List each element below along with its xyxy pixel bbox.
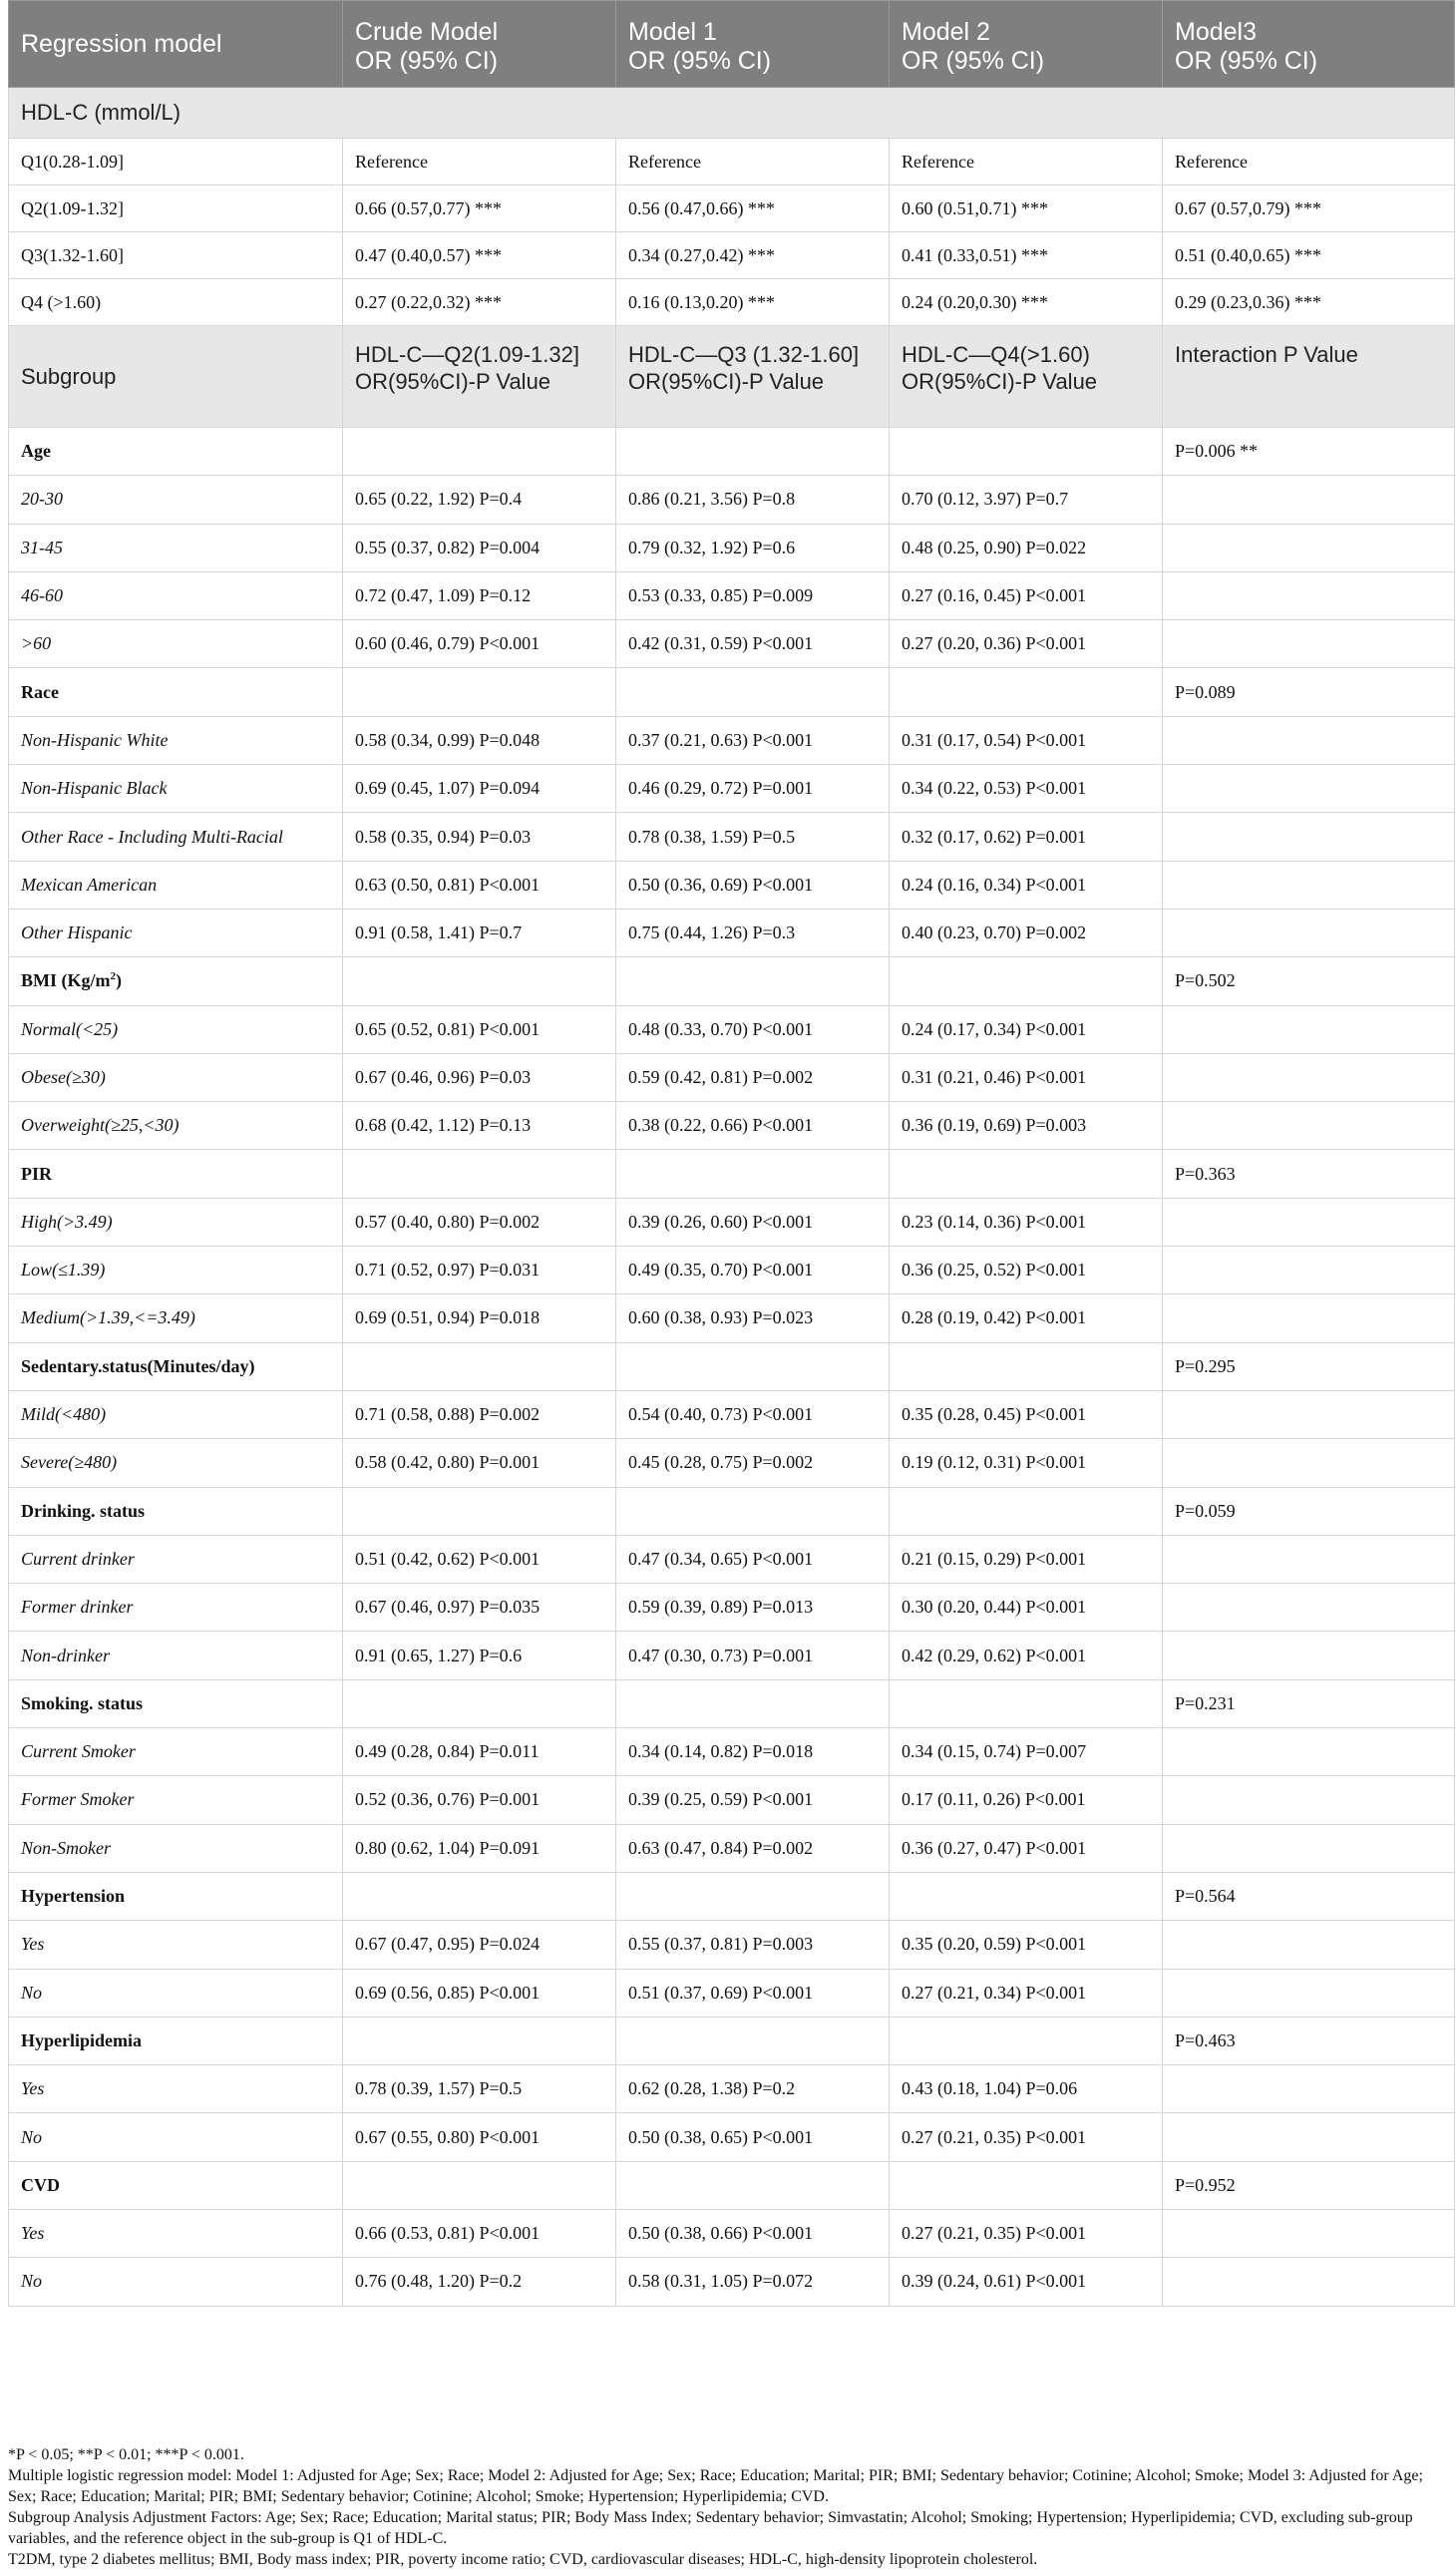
- subgroup-category-row: [9, 2017, 1455, 2064]
- subgroup-category-label: [9, 1342, 343, 1390]
- q4-value: 0.35 (0.20, 0.59) P<0.001: [890, 1921, 1163, 1969]
- q4-value: 0.27 (0.16, 0.45) P<0.001: [890, 571, 1163, 619]
- empty-cell: [343, 2017, 616, 2064]
- subgroup-item-label: Non-drinker: [9, 1632, 343, 1679]
- subgroup-category-row: [9, 1679, 1455, 1727]
- table-row: [9, 1584, 1455, 1632]
- q4-value: 0.36 (0.27, 0.47) P<0.001: [890, 1824, 1163, 1872]
- model1-value: Reference: [616, 139, 890, 185]
- subgroup-category-label: [9, 1487, 343, 1535]
- q4-value: 0.34 (0.22, 0.53) P<0.001: [890, 765, 1163, 813]
- q4-value: 0.36 (0.19, 0.69) P=0.003: [890, 1102, 1163, 1150]
- empty-cell: [1163, 1535, 1455, 1583]
- empty-cell: [890, 668, 1163, 716]
- empty-cell: [343, 1342, 616, 1390]
- empty-cell: [1163, 1584, 1455, 1632]
- subgroup-item-label: Medium(>1.39,<=3.49): [9, 1294, 343, 1342]
- q3-value: 0.42 (0.31, 0.59) P<0.001: [616, 620, 890, 668]
- subgroup-category-row: [9, 428, 1455, 476]
- model3-value: 0.51 (0.40,0.65) ***: [1163, 232, 1455, 279]
- model1-value: 0.16 (0.13,0.20) ***: [616, 279, 890, 326]
- subgroup-item-label: Non-Hispanic White: [9, 716, 343, 764]
- model3-value: Reference: [1163, 139, 1455, 185]
- category-name: CVD: [21, 2174, 60, 2195]
- q4-value: 0.30 (0.20, 0.44) P<0.001: [890, 1584, 1163, 1632]
- q4-value: 0.27 (0.21, 0.35) P<0.001: [890, 2209, 1163, 2257]
- empty-cell: [1163, 765, 1455, 813]
- category-name: BMI (Kg/m: [21, 970, 111, 991]
- subgroup-header-q4: HDL-C—Q4(>1.60) OR(95%CI)-P Value: [890, 326, 1163, 428]
- subgroup-header-q2: HDL-C—Q2(1.09-1.32] OR(95%CI)-P Value: [343, 326, 616, 428]
- interaction-p-value: P=0.089: [1163, 668, 1455, 716]
- subgroup-item-label: No: [9, 2258, 343, 2306]
- subgroup-header-row: [9, 326, 1455, 428]
- q2-value: 0.67 (0.46, 0.96) P=0.03: [343, 1053, 616, 1101]
- q2-value: 0.58 (0.35, 0.94) P=0.03: [343, 813, 616, 861]
- model2-value: Reference: [890, 139, 1163, 185]
- table-row: [9, 476, 1455, 524]
- model2-value: 0.24 (0.20,0.30) ***: [890, 279, 1163, 326]
- q3-value: 0.59 (0.42, 0.81) P=0.002: [616, 1053, 890, 1101]
- interaction-p-value: P=0.952: [1163, 2161, 1455, 2209]
- empty-cell: [1163, 1053, 1455, 1101]
- q3-value: 0.63 (0.47, 0.84) P=0.002: [616, 1824, 890, 1872]
- empty-cell: [1163, 2258, 1455, 2306]
- q2-value: 0.78 (0.39, 1.57) P=0.5: [343, 2065, 616, 2113]
- empty-cell: [1163, 1294, 1455, 1342]
- empty-cell: [1163, 620, 1455, 668]
- header-model2-title: Model 2: [902, 18, 990, 46]
- q2-value: 0.80 (0.62, 1.04) P=0.091: [343, 1824, 616, 1872]
- empty-cell: [1163, 2113, 1455, 2161]
- empty-cell: [616, 428, 890, 476]
- q2-value: 0.58 (0.34, 0.99) P=0.048: [343, 716, 616, 764]
- interaction-p-value: P=0.463: [1163, 2017, 1455, 2064]
- empty-cell: [890, 1679, 1163, 1727]
- table-row: [9, 139, 1455, 185]
- subgroup-category-row: [9, 1487, 1455, 1535]
- empty-cell: [890, 1150, 1163, 1198]
- empty-cell: [1163, 1728, 1455, 1776]
- table-row: [9, 571, 1455, 619]
- quartile-label: Q3(1.32-1.60]: [9, 232, 343, 279]
- interaction-p-value: P=0.059: [1163, 1487, 1455, 1535]
- q3-value: 0.53 (0.33, 0.85) P=0.009: [616, 571, 890, 619]
- subgroup-item-label: 31-45: [9, 524, 343, 571]
- table-row: [9, 524, 1455, 571]
- header-model2: [890, 1, 1163, 88]
- q3-value: 0.62 (0.28, 1.38) P=0.2: [616, 2065, 890, 2113]
- q3-value: 0.49 (0.35, 0.70) P<0.001: [616, 1247, 890, 1294]
- q4-value: 0.21 (0.15, 0.29) P<0.001: [890, 1535, 1163, 1583]
- empty-cell: [1163, 524, 1455, 571]
- empty-cell: [343, 2161, 616, 2209]
- q3-value: 0.51 (0.37, 0.69) P<0.001: [616, 1969, 890, 2017]
- category-name: Age: [21, 441, 51, 462]
- q4-value: 0.31 (0.21, 0.46) P<0.001: [890, 1053, 1163, 1101]
- interaction-p-value: P=0.231: [1163, 1679, 1455, 1727]
- q3-value: 0.46 (0.29, 0.72) P=0.001: [616, 765, 890, 813]
- q2-value: 0.67 (0.55, 0.80) P<0.001: [343, 2113, 616, 2161]
- subgroup-category-label: [9, 1872, 343, 1920]
- empty-cell: [890, 957, 1163, 1005]
- q4-value: 0.17 (0.11, 0.26) P<0.001: [890, 1776, 1163, 1824]
- q4-value: 0.70 (0.12, 3.97) P=0.7: [890, 476, 1163, 524]
- subgroup-item-label: Overweight(≥25,<30): [9, 1102, 343, 1150]
- table-row: [9, 232, 1455, 279]
- header-regression-model: Regression model: [9, 1, 343, 88]
- header-model3: [1163, 1, 1455, 88]
- q2-value: 0.57 (0.40, 0.80) P=0.002: [343, 1198, 616, 1246]
- empty-cell: [1163, 861, 1455, 909]
- results-table-container: [8, 0, 1454, 2307]
- header-crude-model-title: Crude Model: [355, 18, 499, 46]
- empty-cell: [1163, 1439, 1455, 1487]
- q2-value: 0.58 (0.42, 0.80) P=0.001: [343, 1439, 616, 1487]
- footnotes: [8, 2444, 1454, 2570]
- q2-value: 0.55 (0.37, 0.82) P=0.004: [343, 524, 616, 571]
- subgroup-item-label: >60: [9, 620, 343, 668]
- header-model1-unit: OR (95% CI): [628, 47, 772, 75]
- table-row: [9, 765, 1455, 813]
- model3-value: 0.29 (0.23,0.36) ***: [1163, 279, 1455, 326]
- q2-value: 0.91 (0.58, 1.41) P=0.7: [343, 909, 616, 956]
- model2-value: 0.41 (0.33,0.51) ***: [890, 232, 1163, 279]
- subgroup-category-row: [9, 1342, 1455, 1390]
- header-model1: [616, 1, 890, 88]
- interaction-p-value: P=0.295: [1163, 1342, 1455, 1390]
- empty-cell: [1163, 1198, 1455, 1246]
- subgroup-item-label: Former Smoker: [9, 1776, 343, 1824]
- empty-cell: [1163, 571, 1455, 619]
- q3-value: 0.78 (0.38, 1.59) P=0.5: [616, 813, 890, 861]
- subgroup-item-label: Yes: [9, 1921, 343, 1969]
- q3-value: 0.58 (0.31, 1.05) P=0.072: [616, 2258, 890, 2306]
- empty-cell: [616, 1342, 890, 1390]
- empty-cell: [616, 1872, 890, 1920]
- empty-cell: [1163, 813, 1455, 861]
- empty-cell: [890, 2161, 1163, 2209]
- subgroup-item-label: High(>3.49): [9, 1198, 343, 1246]
- table-row: [9, 716, 1455, 764]
- subgroup-category-label: [9, 2161, 343, 2209]
- table-row: [9, 1198, 1455, 1246]
- q3-value: 0.47 (0.30, 0.73) P=0.001: [616, 1632, 890, 1679]
- empty-cell: [890, 1342, 1163, 1390]
- empty-cell: [343, 1679, 616, 1727]
- header-model3-unit: OR (95% CI): [1175, 47, 1318, 75]
- empty-cell: [1163, 1390, 1455, 1438]
- empty-cell: [1163, 1969, 1455, 2017]
- model1-value: 0.56 (0.47,0.66) ***: [616, 185, 890, 232]
- subgroup-category-label: [9, 668, 343, 716]
- q3-value: 0.59 (0.39, 0.89) P=0.013: [616, 1584, 890, 1632]
- q2-value: 0.63 (0.50, 0.81) P<0.001: [343, 861, 616, 909]
- q3-value: 0.48 (0.33, 0.70) P<0.001: [616, 1005, 890, 1053]
- q3-value: 0.54 (0.40, 0.73) P<0.001: [616, 1390, 890, 1438]
- subgroup-item-label: 20-30: [9, 476, 343, 524]
- category-name-tail: ): [116, 970, 122, 991]
- category-name-superscript: 2: [110, 970, 116, 983]
- q4-value: 0.35 (0.28, 0.45) P<0.001: [890, 1390, 1163, 1438]
- q3-value: 0.47 (0.34, 0.65) P<0.001: [616, 1535, 890, 1583]
- empty-cell: [616, 668, 890, 716]
- table-row: [9, 1535, 1455, 1583]
- crude-model-value: 0.47 (0.40,0.57) ***: [343, 232, 616, 279]
- quartile-label: Q1(0.28-1.09]: [9, 139, 343, 185]
- q2-value: 0.66 (0.53, 0.81) P<0.001: [343, 2209, 616, 2257]
- table-row: [9, 1969, 1455, 2017]
- subgroup-category-row: [9, 957, 1455, 1005]
- q2-value: 0.60 (0.46, 0.79) P<0.001: [343, 620, 616, 668]
- empty-cell: [616, 1150, 890, 1198]
- subgroup-item-label: 46-60: [9, 571, 343, 619]
- empty-cell: [1163, 2065, 1455, 2113]
- quartile-label: Q4 (>1.60): [9, 279, 343, 326]
- category-name: Hypertension: [21, 1886, 126, 1907]
- footnote-line: Multiple logistic regression model: Model 1: Adjusted for Age; Sex; Race; Model 2: Adjusted for Age; Sex; Race; Education; Marital; PIR; BMI; Sedentary behavior; Cotinine; Alcohol; Smoke; Model 3: Adjusted for Age; Sex; Race; Education; Marital; PIR; BMI; Sedentary behavior; Cotinine; Alcohol; Smoke; Hypertension; Hyperlipidemia; CVD.: [8, 2467, 1423, 2505]
- subgroup-item-label: Non-Smoker: [9, 1824, 343, 1872]
- subgroup-item-label: Current Smoker: [9, 1728, 343, 1776]
- empty-cell: [1163, 1102, 1455, 1150]
- category-name: Smoking. status: [21, 1692, 144, 1713]
- interaction-p-value: P=0.363: [1163, 1150, 1455, 1198]
- subgroup-category-row: [9, 2161, 1455, 2209]
- q4-value: 0.27 (0.21, 0.35) P<0.001: [890, 2113, 1163, 2161]
- empty-cell: [1163, 1005, 1455, 1053]
- subgroup-item-label: Mexican American: [9, 861, 343, 909]
- table-row: [9, 1294, 1455, 1342]
- empty-cell: [343, 1487, 616, 1535]
- interaction-p-value: P=0.502: [1163, 957, 1455, 1005]
- regression-table: [8, 0, 1455, 2307]
- q3-value: 0.60 (0.38, 0.93) P=0.023: [616, 1294, 890, 1342]
- header-crude-model-unit: OR (95% CI): [355, 47, 499, 75]
- table-header-row: [9, 1, 1455, 88]
- q4-value: 0.28 (0.19, 0.42) P<0.001: [890, 1294, 1163, 1342]
- footnote-line: T2DM, type 2 diabetes mellitus; BMI, Body mass index; PIR, poverty income ratio; CVD, cardiovascular diseases; HDL-C, high-density lipoprotein cholesterol.: [8, 2551, 1038, 2568]
- q4-value: 0.42 (0.29, 0.62) P<0.001: [890, 1632, 1163, 1679]
- q3-value: 0.34 (0.14, 0.82) P=0.018: [616, 1728, 890, 1776]
- q2-value: 0.71 (0.58, 0.88) P=0.002: [343, 1390, 616, 1438]
- category-name: Race: [21, 681, 59, 702]
- empty-cell: [890, 2017, 1163, 2064]
- q4-value: 0.48 (0.25, 0.90) P=0.022: [890, 524, 1163, 571]
- crude-model-value: Reference: [343, 139, 616, 185]
- q2-value: 0.65 (0.22, 1.92) P=0.4: [343, 476, 616, 524]
- subgroup-category-label: [9, 2017, 343, 2064]
- empty-cell: [616, 1487, 890, 1535]
- q2-value: 0.67 (0.47, 0.95) P=0.024: [343, 1921, 616, 1969]
- subgroup-category-label: [9, 428, 343, 476]
- q4-value: 0.34 (0.15, 0.74) P=0.007: [890, 1728, 1163, 1776]
- table-row: [9, 1632, 1455, 1679]
- subgroup-header-interaction: Interaction P Value: [1163, 326, 1455, 428]
- table-row: [9, 2113, 1455, 2161]
- table-row: [9, 185, 1455, 232]
- q3-value: 0.79 (0.32, 1.92) P=0.6: [616, 524, 890, 571]
- subgroup-item-label: Yes: [9, 2065, 343, 2113]
- header-model3-title: Model3: [1175, 18, 1257, 46]
- empty-cell: [1163, 1776, 1455, 1824]
- empty-cell: [890, 428, 1163, 476]
- interaction-p-value: P=0.006 **: [1163, 428, 1455, 476]
- model3-value: 0.67 (0.57,0.79) ***: [1163, 185, 1455, 232]
- table-row: [9, 1102, 1455, 1150]
- q3-value: 0.50 (0.38, 0.66) P<0.001: [616, 2209, 890, 2257]
- q3-value: 0.86 (0.21, 3.56) P=0.8: [616, 476, 890, 524]
- model2-value: 0.60 (0.51,0.71) ***: [890, 185, 1163, 232]
- crude-model-value: 0.66 (0.57,0.77) ***: [343, 185, 616, 232]
- category-name: PIR: [21, 1163, 52, 1184]
- q2-value: 0.72 (0.47, 1.09) P=0.12: [343, 571, 616, 619]
- table-row: [9, 2065, 1455, 2113]
- section-row: [9, 88, 1455, 139]
- q4-value: 0.23 (0.14, 0.36) P<0.001: [890, 1198, 1163, 1246]
- q2-value: 0.65 (0.52, 0.81) P<0.001: [343, 1005, 616, 1053]
- header-crude-model: [343, 1, 616, 88]
- category-name: Hyperlipidemia: [21, 2029, 142, 2050]
- table-row: [9, 1247, 1455, 1294]
- q2-value: 0.49 (0.28, 0.84) P=0.011: [343, 1728, 616, 1776]
- table-row: [9, 1776, 1455, 1824]
- q2-value: 0.52 (0.36, 0.76) P=0.001: [343, 1776, 616, 1824]
- subgroup-item-label: Former drinker: [9, 1584, 343, 1632]
- empty-cell: [1163, 2209, 1455, 2257]
- empty-cell: [616, 957, 890, 1005]
- table-row: [9, 1921, 1455, 1969]
- category-name: Drinking. status: [21, 1500, 146, 1521]
- empty-cell: [1163, 909, 1455, 956]
- empty-cell: [616, 1679, 890, 1727]
- quartile-label: Q2(1.09-1.32]: [9, 185, 343, 232]
- empty-cell: [343, 668, 616, 716]
- subgroup-item-label: Obese(≥30): [9, 1053, 343, 1101]
- header-model1-title: Model 1: [628, 18, 717, 46]
- subgroup-category-row: [9, 668, 1455, 716]
- q4-value: 0.39 (0.24, 0.61) P<0.001: [890, 2258, 1163, 2306]
- subgroup-category-label: [9, 1150, 343, 1198]
- table-row: [9, 1439, 1455, 1487]
- empty-cell: [616, 2017, 890, 2064]
- table-row: [9, 1824, 1455, 1872]
- empty-cell: [343, 1872, 616, 1920]
- q4-value: 0.32 (0.17, 0.62) P=0.001: [890, 813, 1163, 861]
- empty-cell: [343, 428, 616, 476]
- empty-cell: [890, 1487, 1163, 1535]
- subgroup-item-label: Severe(≥480): [9, 1439, 343, 1487]
- model1-value: 0.34 (0.27,0.42) ***: [616, 232, 890, 279]
- subgroup-item-label: Other Hispanic: [9, 909, 343, 956]
- crude-model-value: 0.27 (0.22,0.32) ***: [343, 279, 616, 326]
- subgroup-category-label: [9, 957, 343, 1005]
- empty-cell: [343, 957, 616, 1005]
- empty-cell: [1163, 1824, 1455, 1872]
- q3-value: 0.50 (0.38, 0.65) P<0.001: [616, 2113, 890, 2161]
- subgroup-item-label: No: [9, 1969, 343, 2017]
- q2-value: 0.67 (0.46, 0.97) P=0.035: [343, 1584, 616, 1632]
- empty-cell: [616, 2161, 890, 2209]
- section-label: HDL-C (mmol/L): [9, 88, 1455, 139]
- table-row: [9, 279, 1455, 326]
- q2-value: 0.91 (0.65, 1.27) P=0.6: [343, 1632, 616, 1679]
- interaction-p-value: P=0.564: [1163, 1872, 1455, 1920]
- subgroup-category-row: [9, 1150, 1455, 1198]
- empty-cell: [1163, 1632, 1455, 1679]
- table-row: [9, 1728, 1455, 1776]
- q4-value: 0.27 (0.20, 0.36) P<0.001: [890, 620, 1163, 668]
- q3-value: 0.39 (0.25, 0.59) P<0.001: [616, 1776, 890, 1824]
- q3-value: 0.45 (0.28, 0.75) P=0.002: [616, 1439, 890, 1487]
- q3-value: 0.37 (0.21, 0.63) P<0.001: [616, 716, 890, 764]
- q3-value: 0.50 (0.36, 0.69) P<0.001: [616, 861, 890, 909]
- empty-cell: [1163, 716, 1455, 764]
- q4-value: 0.36 (0.25, 0.52) P<0.001: [890, 1247, 1163, 1294]
- q2-value: 0.69 (0.56, 0.85) P<0.001: [343, 1969, 616, 2017]
- table-row: [9, 2209, 1455, 2257]
- q2-value: 0.68 (0.42, 1.12) P=0.13: [343, 1102, 616, 1150]
- q2-value: 0.51 (0.42, 0.62) P<0.001: [343, 1535, 616, 1583]
- q3-value: 0.75 (0.44, 1.26) P=0.3: [616, 909, 890, 956]
- q4-value: 0.43 (0.18, 1.04) P=0.06: [890, 2065, 1163, 2113]
- empty-cell: [890, 1872, 1163, 1920]
- q4-value: 0.24 (0.16, 0.34) P<0.001: [890, 861, 1163, 909]
- q3-value: 0.39 (0.26, 0.60) P<0.001: [616, 1198, 890, 1246]
- header-model2-unit: OR (95% CI): [902, 47, 1045, 75]
- table-row: [9, 2258, 1455, 2306]
- q2-value: 0.69 (0.51, 0.94) P=0.018: [343, 1294, 616, 1342]
- subgroup-item-label: Other Race - Including Multi-Racial: [9, 813, 343, 861]
- subgroup-item-label: Yes: [9, 2209, 343, 2257]
- q3-value: 0.38 (0.22, 0.66) P<0.001: [616, 1102, 890, 1150]
- subgroup-item-label: Non-Hispanic Black: [9, 765, 343, 813]
- table-row: [9, 1005, 1455, 1053]
- subgroup-item-label: Mild(<480): [9, 1390, 343, 1438]
- footnote-line: *P < 0.05; **P < 0.01; ***P < 0.001.: [8, 2446, 244, 2463]
- q2-value: 0.76 (0.48, 1.20) P=0.2: [343, 2258, 616, 2306]
- q3-value: 0.55 (0.37, 0.81) P=0.003: [616, 1921, 890, 1969]
- subgroup-header-label: Subgroup: [9, 326, 343, 428]
- table-row: [9, 861, 1455, 909]
- empty-cell: [1163, 476, 1455, 524]
- subgroup-header-q3: HDL-C—Q3 (1.32-1.60] OR(95%CI)-P Value: [616, 326, 890, 428]
- empty-cell: [343, 1150, 616, 1198]
- subgroup-category-row: [9, 1872, 1455, 1920]
- q4-value: 0.19 (0.12, 0.31) P<0.001: [890, 1439, 1163, 1487]
- table-row: [9, 813, 1455, 861]
- q2-value: 0.69 (0.45, 1.07) P=0.094: [343, 765, 616, 813]
- q4-value: 0.27 (0.21, 0.34) P<0.001: [890, 1969, 1163, 2017]
- table-row: [9, 620, 1455, 668]
- subgroup-item-label: Low(≤1.39): [9, 1247, 343, 1294]
- subgroup-item-label: No: [9, 2113, 343, 2161]
- q2-value: 0.71 (0.52, 0.97) P=0.031: [343, 1247, 616, 1294]
- subgroup-item-label: Current drinker: [9, 1535, 343, 1583]
- q4-value: 0.40 (0.23, 0.70) P=0.002: [890, 909, 1163, 956]
- subgroup-category-label: [9, 1679, 343, 1727]
- table-row: [9, 909, 1455, 956]
- q4-value: 0.31 (0.17, 0.54) P<0.001: [890, 716, 1163, 764]
- q4-value: 0.24 (0.17, 0.34) P<0.001: [890, 1005, 1163, 1053]
- table-row: [9, 1390, 1455, 1438]
- footnote-line: Subgroup Analysis Adjustment Factors: Age; Sex; Race; Education; Marital status; PIR; Body Mass Index; Sedentary behavior; Simvastatin; Alcohol; Smoking; Hypertension; Hyperlipidemia; CVD, excluding sub-group variables, and the reference object in the sub-group is Q1 of HDL-C.: [8, 2509, 1413, 2547]
- subgroup-item-label: Normal(<25): [9, 1005, 343, 1053]
- empty-cell: [1163, 1247, 1455, 1294]
- table-row: [9, 1053, 1455, 1101]
- empty-cell: [1163, 1921, 1455, 1969]
- category-name: Sedentary.status(Minutes/day): [21, 1355, 255, 1376]
